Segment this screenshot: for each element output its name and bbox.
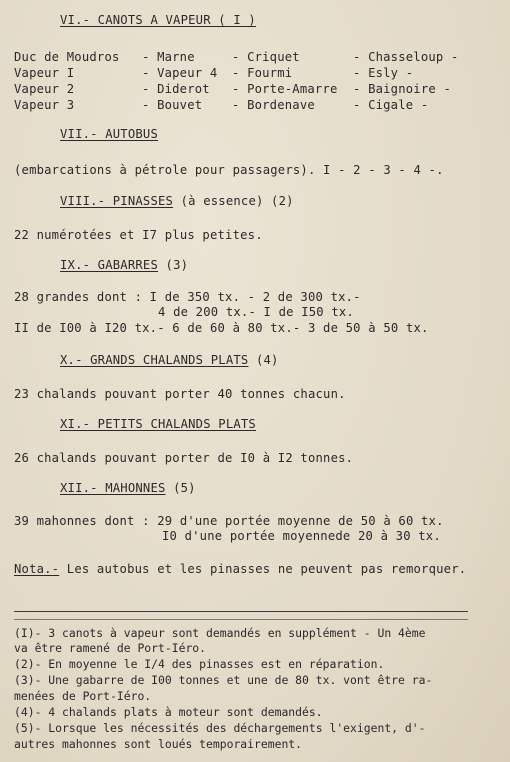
footnote-line: (I)- 3 canots à vapeur sont demandés en supplément - Un 4ème — [14, 626, 426, 640]
section-vii-text: (embarcations à pétrole pour passagers). I - 2 - 3 - 4 -. — [14, 163, 444, 177]
vessel-cell: - Criquet — [232, 50, 300, 64]
section-viii-heading — [60, 194, 294, 208]
section-ix-suffix: (3) — [165, 258, 189, 272]
section-x-text: 23 chalands pouvant porter 40 tonnes chacun. — [14, 387, 346, 401]
section-viii-suffix: (à essence) (2) — [180, 194, 294, 208]
section-ix-line: 4 de 200 tx.- I de I50 tx. — [158, 305, 354, 319]
section-viii-text: 22 numérotées et I7 plus petites. — [14, 228, 263, 242]
nota-line — [14, 562, 466, 576]
section-xi-title: XI.- PETITS CHALANDS PLATS — [60, 417, 256, 431]
vessel-cell: Vapeur 2 — [14, 82, 75, 96]
section-viii-title: VIII.- PINASSES — [60, 194, 174, 208]
section-ix-line: II de I00 à I20 tx.- 6 de 60 à 80 tx.- 3 de 50 à 50 tx. — [14, 321, 429, 335]
vessel-cell: - Marne — [142, 50, 195, 64]
section-xii-line: 39 mahonnes dont : 29 d'une portée moyenne de 50 à 60 tx. — [14, 514, 444, 528]
vessel-cell: Vapeur I — [14, 66, 75, 80]
vessel-cell: - Chasseloup - — [353, 50, 459, 64]
footnote-line: autres mahonnes sont loués temporairement. — [14, 737, 303, 751]
section-ix-heading — [60, 258, 188, 272]
vessel-cell: - Baignoire - — [353, 82, 451, 96]
section-ix-title: IX.- GABARRES — [60, 258, 158, 272]
section-x-heading — [60, 353, 279, 367]
footnote-line: (3)- Une gabarre de I00 tonnes et une de 80 tx. vont être ra- — [14, 673, 433, 687]
vessel-cell: Vapeur 3 — [14, 98, 75, 112]
footnote-line: menées de Port-Iéro. — [14, 689, 152, 703]
footnote-rule-bottom — [14, 619, 468, 620]
vessel-cell: Duc de Moudros — [14, 50, 120, 64]
section-vii-title: VII.- AUTOBUS — [60, 127, 158, 141]
section-xi-text: 26 chalands pouvant porter de I0 à I2 tonnes. — [14, 451, 354, 465]
footnote-line: va être ramené de Port-Iéro. — [14, 641, 207, 655]
vessel-cell: - Esly - — [353, 66, 414, 80]
section-xii-heading — [60, 481, 196, 495]
vessel-cell: - Vapeur 4 — [142, 66, 218, 80]
vessel-cell: - Diderot — [142, 82, 210, 96]
vessel-cell: - Bouvet — [142, 98, 203, 112]
section-xii-title: XII.- MAHONNES — [60, 481, 166, 495]
nota-text: Les autobus et les pinasses ne peuvent pas remorquer. — [66, 562, 467, 576]
section-x-suffix: (4) — [255, 353, 279, 367]
vessel-cell: - Cigale - — [353, 98, 429, 112]
section-xii-suffix: (5) — [173, 481, 196, 495]
section-x-title: X.- GRANDS CHALANDS PLATS — [60, 353, 249, 367]
vessel-cell: - Bordenave — [232, 98, 315, 112]
section-ix-line: 28 grandes dont : I de 350 tx. - 2 de 300 tx.- — [14, 290, 361, 304]
vessel-cell: - Porte-Amarre — [232, 82, 338, 96]
footnote-line: (2)- En moyenne le I/4 des pinasses est en réparation. — [14, 657, 385, 671]
section-vi-title: VI.- CANOTS A VAPEUR ( I ) — [60, 13, 256, 27]
footnote-rule-top — [14, 611, 468, 612]
vessel-cell: - Fourmi — [232, 66, 293, 80]
nota-label: Nota.- — [14, 562, 60, 576]
footnote-line: (4)- 4 chalands plats à moteur sont demandés. — [14, 705, 323, 719]
section-xii-line: I0 d'une portée moyennede 20 à 30 tx. — [162, 529, 441, 543]
footnote-line: (5)- Lorsque les nécessités des déchargements l'exigent, d'- — [14, 721, 426, 735]
